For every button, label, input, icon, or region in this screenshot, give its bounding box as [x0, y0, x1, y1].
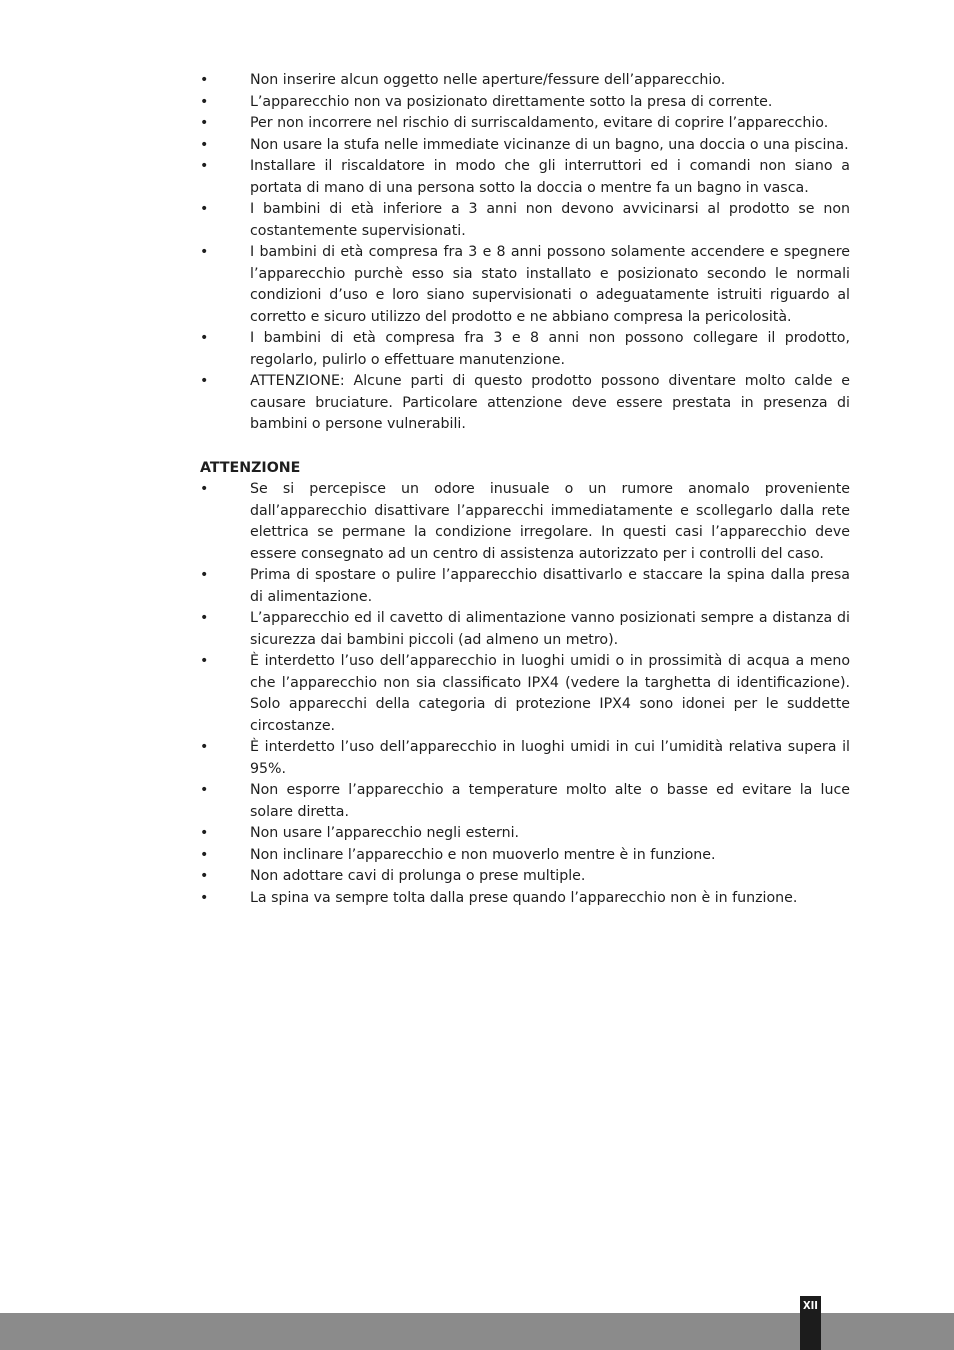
bullet-icon: •	[200, 739, 209, 755]
list-item	[200, 479, 850, 565]
bullet-icon: •	[200, 868, 209, 884]
list-item	[200, 135, 850, 157]
bullet-icon: •	[200, 653, 209, 669]
list-item-text: Prima di spostare o pulire l’apparecchio disattivarlo e staccare la spina dalla presa di alimentazione.	[250, 567, 850, 605]
list-item	[200, 651, 850, 737]
section-heading: ATTENZIONE	[200, 459, 301, 476]
list-item-text: I bambini di età compresa fra 3 e 8 anni non possono collegare il prodotto, regolarlo, pulirlo o effettuare manutenzione.	[250, 330, 850, 368]
bullet-icon: •	[200, 115, 209, 131]
list-item-text: È interdetto l’uso dell’apparecchio in luoghi umidi in cui l’umidità relativa supera il 95%.	[250, 739, 850, 777]
list-item	[200, 866, 850, 888]
bullet-icon: •	[200, 567, 209, 583]
bullet-icon: •	[200, 610, 209, 626]
list-item-text: Non usare l’apparecchio negli esterni.	[250, 825, 520, 841]
bullet-icon: •	[200, 481, 209, 497]
list-item-text: Non esporre l’apparecchio a temperature molto alte o basse ed evitare la luce solare diretta.	[250, 782, 850, 820]
list-item	[200, 888, 850, 910]
bullet-icon: •	[200, 72, 209, 88]
list-item	[200, 608, 850, 651]
safety-list	[200, 70, 850, 436]
list-item-text: Installare il riscaldatore in modo che gli interruttori ed i comandi non siano a portata di mano di una persona sotto la doccia o mentre fa un bagno in vasca.	[250, 158, 850, 196]
list-item	[200, 845, 850, 867]
bullet-icon: •	[200, 93, 209, 110]
bullet-icon: •	[200, 889, 209, 906]
list-item	[200, 780, 850, 823]
list-item	[200, 199, 850, 242]
list-item	[200, 113, 850, 135]
list-item-text: Non inserire alcun oggetto nelle aperture/fessure dell’apparecchio.	[250, 72, 726, 88]
list-item-text: Non adottare cavi di prolunga o prese multiple.	[250, 868, 586, 884]
list-item	[200, 242, 850, 328]
bullet-icon: •	[200, 201, 209, 217]
bullet-icon: •	[200, 158, 209, 174]
list-item-text: La spina va sempre tolta dalla prese quando l’apparecchio non è in funzione.	[250, 889, 798, 906]
manual-content	[200, 70, 850, 909]
list-item-text: I bambini di età inferiore a 3 anni non devono avvicinarsi al prodotto se non costantemente supervisionati.	[250, 201, 850, 239]
list-item-text: È interdetto l’uso dell’apparecchio in luoghi umidi o in prossimità di acqua a meno che l’apparecchio non sia classificato IPX4 (vedere la targhetta di identificazione). Solo apparecchi della categoria di protezione IPX4 sono idonei per le suddette circostanze.	[250, 653, 850, 734]
bullet-icon: •	[200, 244, 209, 260]
list-item	[200, 565, 850, 608]
bullet-icon: •	[200, 373, 209, 389]
list-item-text: I bambini di età compresa fra 3 e 8 anni possono solamente accendere e spegnere l’apparecchio purchè esso sia stato installato e posizionato secondo le normali condizioni d’uso e loro siano supervisionati o adeguatamente istruiti riguardo al corretto e sicuro utilizzo del prodotto e ne abbiano compresa la pericolosità.	[250, 244, 850, 325]
list-item-text: Non inclinare l’apparecchio e non muoverlo mentre è in funzione.	[250, 846, 716, 863]
list-item-text: L’apparecchio ed il cavetto di alimentazione vanno posizionati sempre a distanza di sicurezza dai bambini piccoli (ad almeno un metro).	[250, 610, 850, 648]
list-item	[200, 156, 850, 199]
page-number-tab	[800, 1296, 821, 1350]
bullet-icon: •	[200, 825, 209, 841]
list-item-text: Se si percepisce un odore inusuale o un rumore anomalo proveniente dall’apparecchio disattivare l’apparecchi immediatamente e scollegarlo dalla rete elettrica se permane la condizione irregolare. In questi casi l’apparecchio deve essere consegnato ad un centro di assistenza autorizzato per i controlli del caso.	[250, 481, 850, 562]
page-number: XII	[803, 1299, 818, 1312]
list-item-text: Non usare la stufa nelle immediate vicinanze di un bagno, una doccia o una piscina.	[250, 136, 849, 153]
list-item-text: L’apparecchio non va posizionato direttamente sotto la presa di corrente.	[250, 93, 773, 110]
list-item	[200, 737, 850, 780]
list-item-text: ATTENZIONE: Alcune parti di questo prodotto possono diventare molto calde e causare bruciature. Particolare attenzione deve essere prestata in presenza di bambini o persone vulnerabili.	[250, 373, 850, 432]
list-item-text: Per non incorrere nel rischio di surriscaldamento, evitare di coprire l’apparecchio.	[250, 115, 829, 131]
bullet-icon: •	[200, 782, 209, 798]
bullet-icon: •	[200, 330, 209, 346]
bullet-icon: •	[200, 136, 209, 153]
list-item	[200, 823, 850, 845]
warning-list	[200, 479, 850, 909]
list-item	[200, 92, 850, 114]
list-item	[200, 70, 850, 92]
bullet-icon: •	[200, 846, 209, 863]
list-item	[200, 371, 850, 436]
list-item	[200, 328, 850, 371]
